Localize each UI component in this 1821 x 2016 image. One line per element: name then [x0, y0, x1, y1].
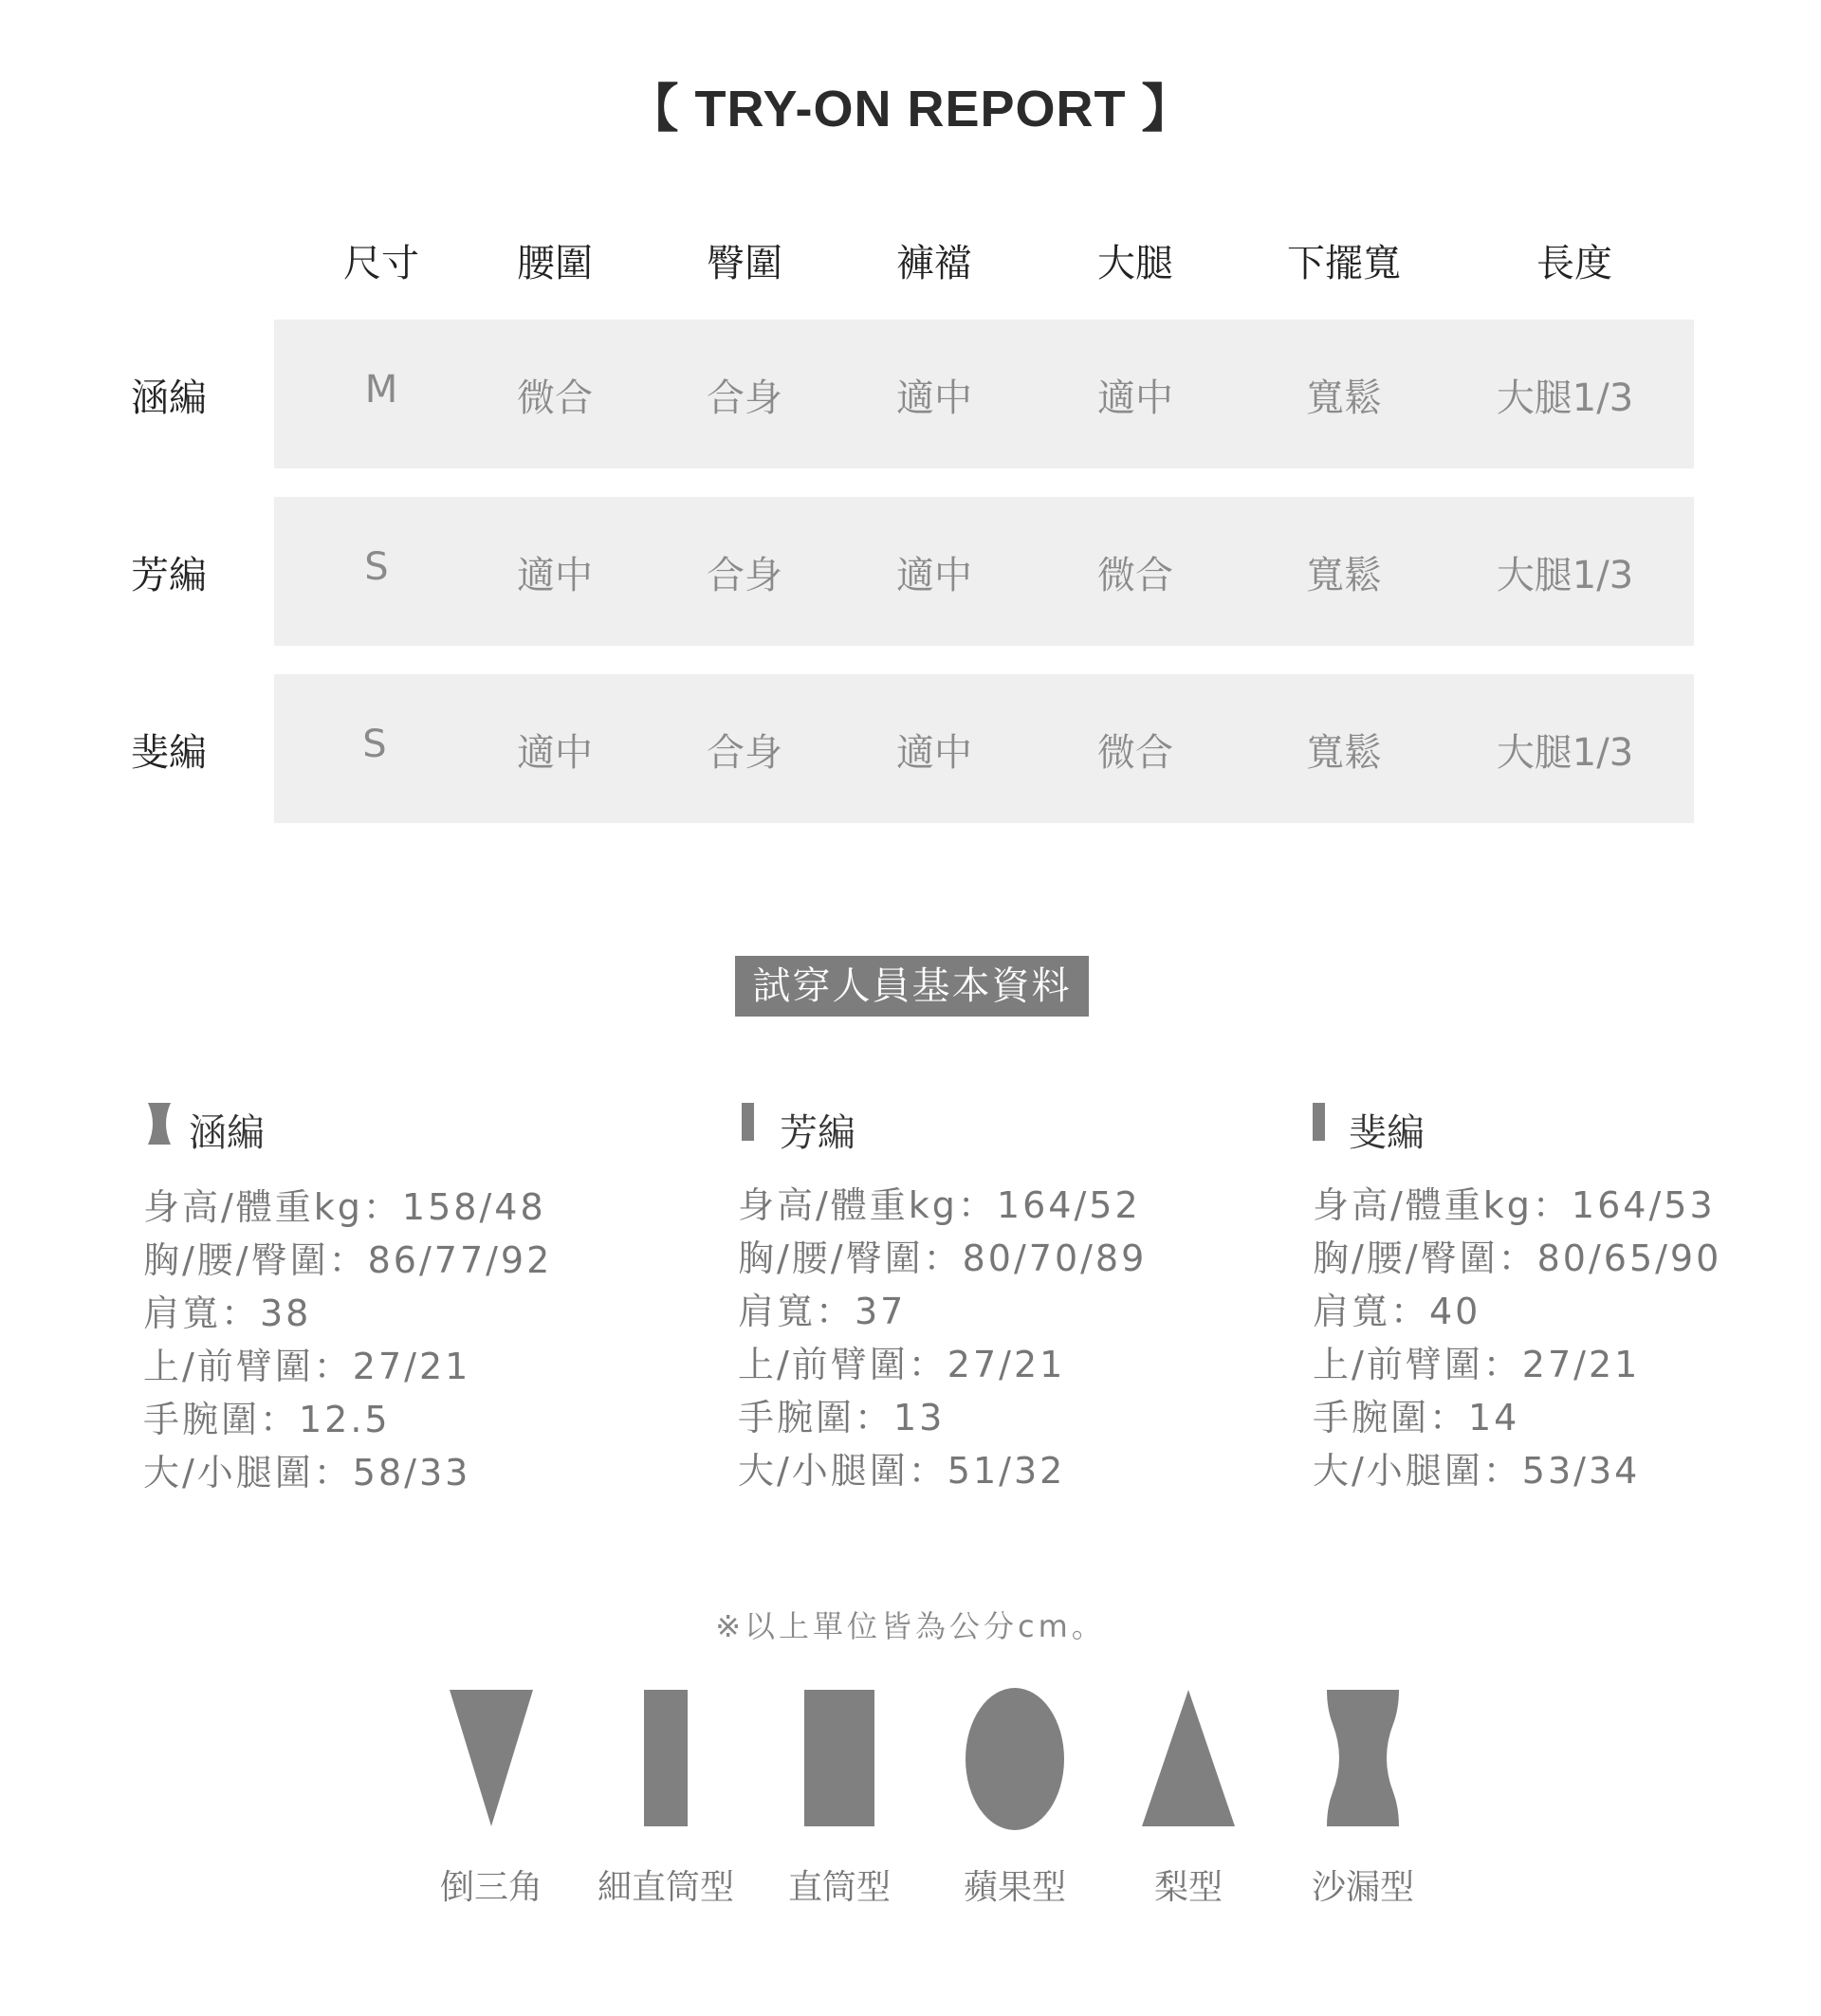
body-type-label: 梨型: [1153, 1868, 1223, 1907]
hourglass-icon: [146, 1103, 173, 1145]
profile-name: 涵編: [189, 1111, 265, 1155]
row-name: 芳編: [131, 554, 207, 597]
table-cell: 合身: [707, 554, 782, 597]
profile-name: 斐編: [1349, 1111, 1425, 1155]
table-cell: 寬鬆: [1306, 376, 1382, 420]
profile-line: 手腕圍：14: [1313, 1397, 1520, 1439]
profile-line: 胸/腰/臀圍：80/65/90: [1313, 1237, 1722, 1279]
profile-line: 肩寬：37: [738, 1291, 907, 1332]
profile-line: 身高/體重kg：164/53: [1313, 1184, 1716, 1226]
rectangle-icon: [804, 1690, 874, 1826]
profile-line: 上/前臂圍：27/21: [1313, 1344, 1641, 1385]
inverted-triangle-icon: [450, 1690, 533, 1826]
oval-icon: [965, 1688, 1065, 1830]
table-cell: 合身: [707, 731, 782, 775]
profile-line: 大/小腿圍：58/33: [143, 1452, 471, 1494]
table-cell: S: [364, 545, 389, 589]
profile-line: 大/小腿圍：53/34: [1313, 1450, 1641, 1492]
table-cell: 微合: [1097, 731, 1173, 775]
bar-icon: [742, 1103, 754, 1141]
profile-name: 芳編: [780, 1111, 855, 1155]
header-hip: 臀圍: [707, 242, 782, 285]
table-cell: 寬鬆: [1306, 554, 1382, 597]
profile-line: 肩寬：40: [1313, 1291, 1481, 1332]
body-type-label: 倒三角: [439, 1868, 543, 1907]
profile-line: 上/前臂圍：27/21: [738, 1344, 1066, 1385]
table-cell: 合身: [707, 376, 782, 420]
table-cell: 適中: [1097, 376, 1173, 420]
profile-line: 胸/腰/臀圍：86/77/92: [143, 1239, 553, 1281]
profile-line: 身高/體重kg：158/48: [143, 1186, 546, 1228]
body-type-label: 沙漏型: [1311, 1868, 1414, 1907]
profile-line: 胸/腰/臀圍：80/70/89: [738, 1237, 1148, 1279]
table-cell: 微合: [1097, 554, 1173, 597]
table-cell: 大腿1/3: [1496, 731, 1634, 775]
triangle-icon: [1142, 1690, 1235, 1826]
table-cell: 大腿1/3: [1496, 376, 1634, 420]
unit-note: ※以上單位皆為公分cm。: [715, 1608, 1106, 1644]
profile-line: 大/小腿圍：51/32: [738, 1450, 1066, 1492]
page-title: 【 TRY-ON REPORT 】: [627, 81, 1194, 137]
header-rise: 褲襠: [896, 242, 972, 285]
section-label: 試穿人員基本資料: [735, 956, 1089, 1017]
table-cell: M: [364, 368, 398, 412]
body-type-label: 蘋果型: [963, 1868, 1066, 1907]
table-cell: 適中: [517, 731, 593, 775]
table-cell: S: [362, 723, 387, 766]
table-cell: 適中: [896, 376, 972, 420]
slim-rectangle-icon: [644, 1690, 688, 1826]
bar-icon: [1313, 1103, 1325, 1141]
profile-line: 身高/體重kg：164/52: [738, 1184, 1141, 1226]
header-hem-width: 下擺寬: [1287, 242, 1401, 285]
profile-line: 肩寬：38: [143, 1292, 312, 1334]
body-type-label: 細直筒型: [597, 1868, 734, 1907]
profile-line: 手腕圍：12.5: [143, 1399, 391, 1440]
table-cell: 寬鬆: [1306, 731, 1382, 775]
header-waist: 腰圍: [517, 242, 593, 285]
header-size: 尺寸: [343, 242, 419, 285]
hourglass-icon: [1325, 1690, 1401, 1826]
table-cell: 微合: [517, 376, 593, 420]
profile-line: 上/前臂圍：27/21: [143, 1346, 471, 1387]
table-cell: 適中: [896, 731, 972, 775]
table-cell: 適中: [517, 554, 593, 597]
row-name: 涵編: [131, 376, 207, 420]
header-length: 長度: [1536, 242, 1612, 285]
table-cell: 適中: [896, 554, 972, 597]
profile-line: 手腕圍：13: [738, 1397, 946, 1439]
header-thigh: 大腿: [1097, 242, 1173, 285]
row-name: 斐編: [131, 731, 207, 775]
table-cell: 大腿1/3: [1496, 554, 1634, 597]
body-type-label: 直筒型: [787, 1868, 891, 1907]
